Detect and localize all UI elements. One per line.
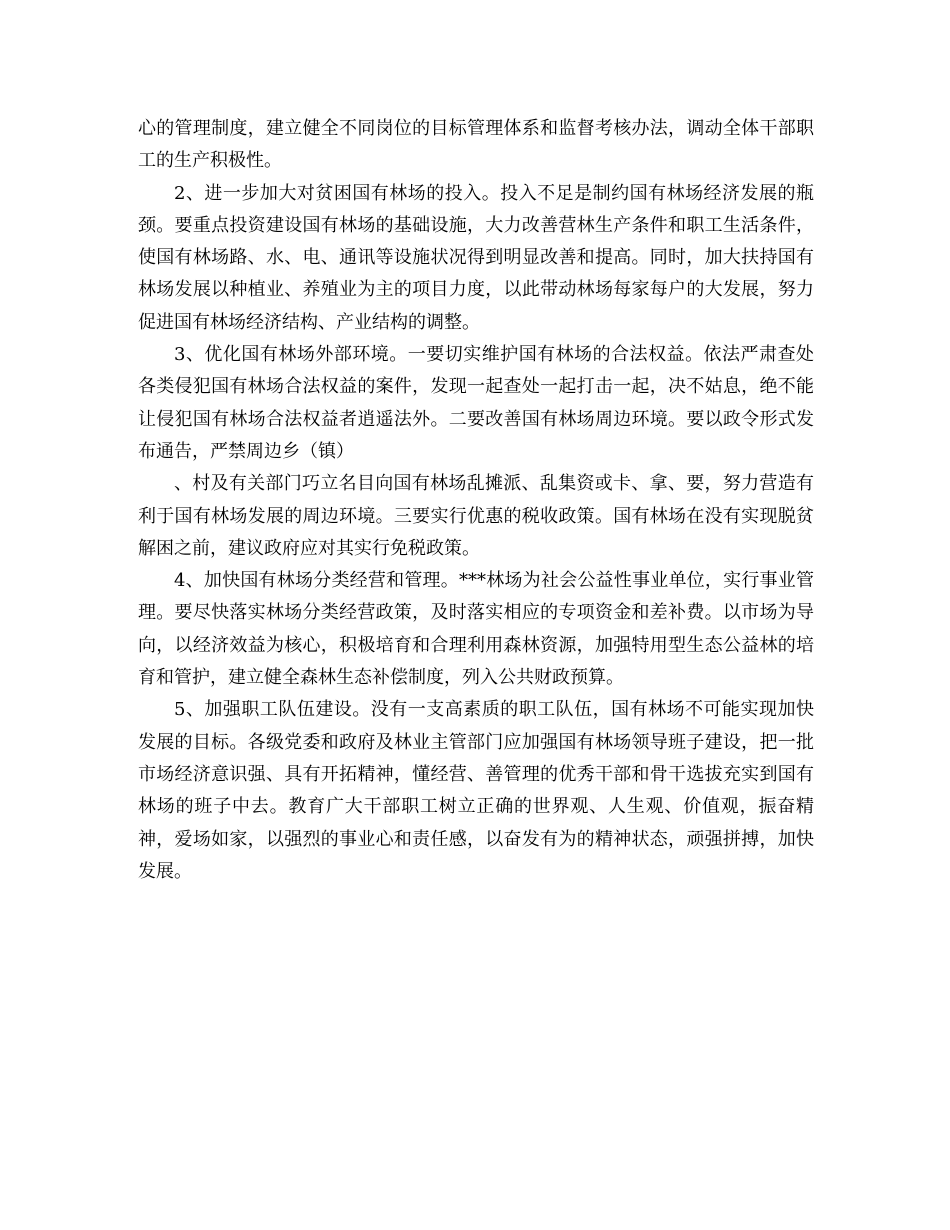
paragraph-item-5: 5、加强职工队伍建设。没有一支高素质的职工队伍，国有林场不可能实现加快发展的目标。各级党委和政府及林业主管部门应加强国有林场领导班子建设，把一批市场经济意识强、具有开拓精神，懂经营、善管理的优秀干部和骨干选拔充实到国有林场的班子中去。教育广大干部职工树立正确的世界观、人生观、价值观，振奋精神，爱场如家，以强烈的事业心和责任感，以奋发有为的精神状态，顽强拼搏，加快发展。: [138, 699, 814, 882]
paragraph-item-2: 2、进一步加大对贫困国有林场的投入。投入不足是制约国有林场经济发展的瓶颈。要重点投资建设国有林场的基础设施，大力改善营林生产条件和职工生活条件，使国有林场路、水、电、通讯等设施状况得到明显改善和提高。同时，加大扶持国有林场发展以种植业、养殖业为主的项目力度，以此带动林场每家每户的大发展，努力促进国有林场经济结构、产业结构的调整。: [138, 182, 814, 333]
document-page: [138, 113, 814, 888]
paragraph-item-3: 3、优化国有林场外部环境。一要切实维护国有林场的合法权益。依法严肃查处各类侵犯国有林场合法权益的案件，发现一起查处一起打击一起，决不姑息，绝不能让侵犯国有林场合法权益者逍遥法外。二要改善国有林场周边环境。要以政令形式发布通告，严禁周边乡（镇）: [138, 344, 814, 462]
paragraph-continuation: 心的管理制度，建立健全不同岗位的目标管理体系和监督考核办法，调动全体干部职工的生产积极性。: [138, 118, 814, 172]
paragraph-item-4: 4、加快国有林场分类经营和管理。***林场为社会公益性事业单位，实行事业管理。要尽快落实林场分类经营政策，及时落实相应的专项资金和差补费。以市场为导向，以经济效益为核心，积极培育和合理利用森林资源，加强特用型生态公益林的培育和管护，建立健全森林生态补偿制度，列入公共财政预算。: [138, 570, 814, 689]
paragraph-item-3-continued: 、村及有关部门巧立名目向国有林场乱摊派、乱集资或卡、拿、要，努力营造有利于国有林场发展的周边环境。三要实行优惠的税收政策。国有林场在没有实现脱贫解困之前，建议政府应对其实行免税政策。: [138, 473, 814, 559]
